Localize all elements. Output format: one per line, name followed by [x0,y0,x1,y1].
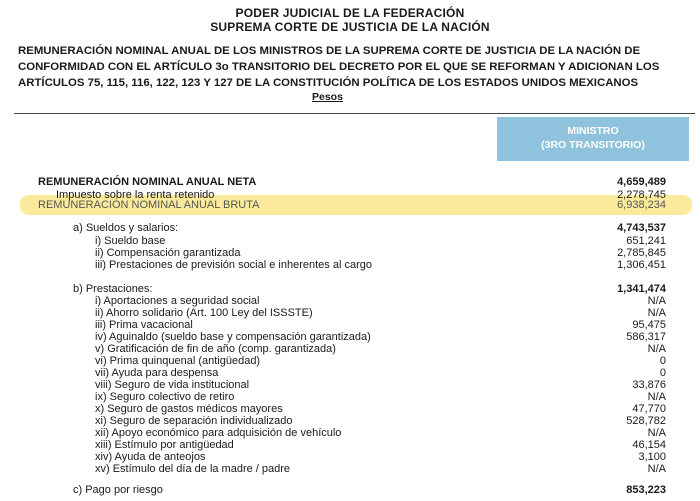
row-value: 6,938,234 [617,199,666,211]
row-value: 1,306,451 [617,259,666,271]
row-label: v) Gratificación de fin de año (comp. garantizada) [95,343,336,355]
column-header [497,117,689,161]
row-label: xi) Seguro de separación individualizado [95,415,293,427]
section-total: 4,743,537 [617,222,666,234]
row-value: N/A [647,463,666,475]
header-line-1: PODER JUDICIAL DE LA FEDERACIÓN [235,6,465,20]
column-header-line-1: MINISTRO [567,125,619,137]
row-value: N/A [647,391,666,403]
table-top-rule [14,113,695,114]
section-sueldos [0,222,700,236]
intro-line-2: CONFORMIDAD CON EL ARTÍCULO 3o TRANSITORIO DEL DECRETO POR EL QUE SE REFORMAN Y ADICIONAN LOS [18,61,660,73]
section-label: b) Prestaciones: [73,283,153,295]
row-value: 2,785,845 [617,247,666,259]
row-label: i) Aportaciones a seguridad social [95,295,260,307]
units-label: Pesos [312,91,343,103]
row-label: xv) Estímulo del día de la madre / padre [95,463,291,475]
section-label: c) Pago por riesgo [73,484,163,496]
row-value: 46,154 [632,439,666,451]
section-label: a) Sueldos y salarios: [73,222,179,234]
section-riesgo [0,484,700,498]
row-value: 2,278,745 [617,189,666,201]
row-value: N/A [647,295,666,307]
header-line-2: SUPREMA CORTE DE JUSTICIA DE LA NACIÓN [210,20,490,34]
row-label: ii) Compensación garantizada [95,247,241,259]
table-row [0,463,700,477]
section-total: 1,341,474 [617,283,666,295]
row-label: x) Seguro de gastos médicos mayores [95,403,283,415]
row-label: ii) Ahorro solidario (Art. 100 Ley del ISSSTE) [95,307,313,319]
column-header-line-2: (3RO TRANSITORIO) [541,139,645,151]
table-row [0,259,700,273]
row-label: iii) Prestaciones de previsión social e inherentes al cargo [95,259,372,271]
row-label: viii) Seguro de vida institucional [95,379,250,391]
row-label: xiii) Estímulo por antigüedad [95,439,234,451]
row-value: 33,876 [632,379,666,391]
row-value: 0 [659,355,666,367]
row-value: 528,782 [626,415,666,427]
row-label: Impuesto sobre la renta retenido [56,189,215,201]
row-label: xiv) Ayuda de anteojos [95,451,206,463]
row-value: 651,241 [626,235,666,247]
row-value: N/A [647,343,666,355]
row-value: 47,770 [632,403,666,415]
row-label: REMUNERACIÓN NOMINAL ANUAL NETA [38,176,257,188]
row-value: 0 [659,367,666,379]
row-value: 3,100 [638,451,666,463]
row-value: 586,317 [626,331,666,343]
row-neta [0,176,700,190]
row-label: iii) Prima vacacional [95,319,193,331]
row-label: xii) Apoyo económico para adquisición de vehículo [95,427,342,439]
intro-line-1: REMUNERACIÓN NOMINAL ANUAL DE LOS MINISTROS DE LA SUPREMA CORTE DE JUSTICIA DE LA NACIÓN DE [18,45,641,57]
row-label: vi) Prima quinquenal (antigüedad) [95,355,261,367]
row-label: vii) Ayuda para despensa [95,367,219,379]
row-label: REMUNERACIÓN NOMINAL ANUAL BRUTA [38,199,260,211]
row-value: N/A [647,427,666,439]
intro-line-3: ARTÍCULOS 75, 115, 116, 122, 123 Y 127 DE LA CONSTITUCIÓN POLÍTICA DE LOS ESTADOS UNIDOS MEXICANOS [18,77,639,89]
row-label: ix) Seguro colectivo de retiro [95,391,235,403]
row-bruta [0,199,700,213]
row-value: N/A [647,307,666,319]
row-label: iv) Aguinaldo (sueldo base y compensación garantizada) [95,331,371,343]
row-label: i) Sueldo base [95,235,166,247]
row-value: 95,475 [632,319,666,331]
row-value: 4,659,489 [617,176,666,188]
section-total: 853,223 [626,484,666,496]
